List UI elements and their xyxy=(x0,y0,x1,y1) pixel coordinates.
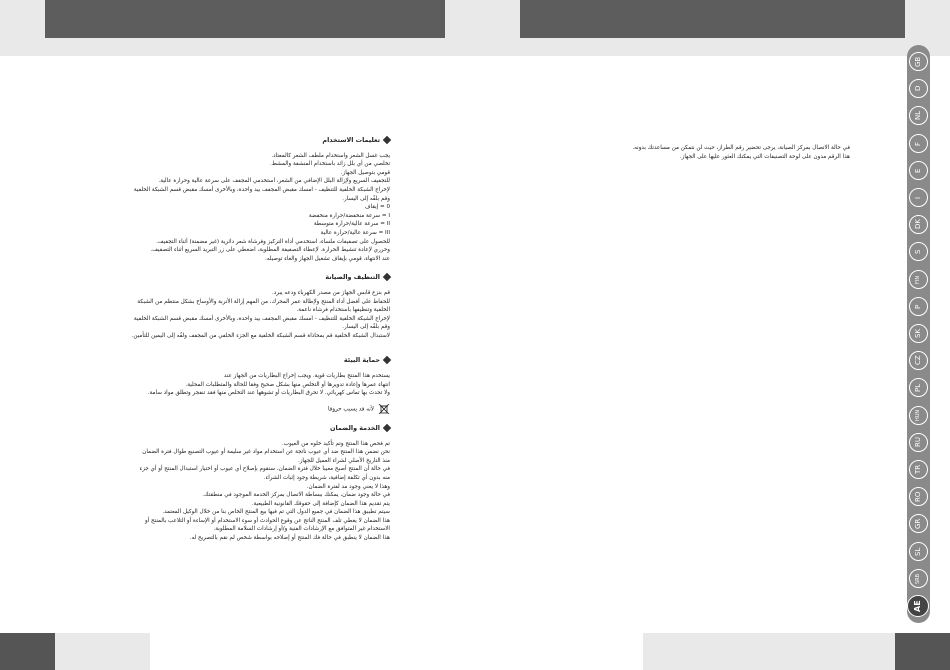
text-line: II = سرعة عالية/حرارة متوسطة xyxy=(313,221,390,228)
text-line: III = سرعة عالية/حرارة عالية xyxy=(320,229,390,236)
text-line: في حالة الاتصال بمركز الصيانة، يرجى تحضير رقم الطراز، حيث لن نتمكن من مساعدتك بدونه. xyxy=(632,145,850,151)
text-line: يتم تقديم هذا الضمان كإضافة إلى حقوقك القانونية الطبيعية. xyxy=(251,500,390,507)
footer-block-left-light xyxy=(55,633,150,670)
language-tab-f[interactable]: F xyxy=(909,134,928,153)
bullet-diamond-icon xyxy=(383,273,391,281)
text-line: يستخدم هذا المنتج بطاريات قوية. ويجب إخراج البطاريات من الجهاز عند xyxy=(223,373,390,380)
text-line: انتهاء عمرها وإعادة تدويرها أو التخلص منها بشكل صحيح وفقا للحالة والمتطلبات المحلية. xyxy=(185,381,390,388)
language-tab-cz[interactable]: CZ xyxy=(909,351,928,370)
language-tab-ae[interactable]: AE xyxy=(907,595,929,617)
text-line: في حالة أن المنتج أصبح معيبا خلال فترة الضمان، سنقوم بإصلاح أي عيوب أو اختيار استبدال المنتج أو أي جزء xyxy=(139,466,390,473)
left-header-bar xyxy=(45,0,445,38)
text-line: وقم بلفّه إلى اليسار. xyxy=(342,324,390,331)
language-tab-sk[interactable]: SK xyxy=(909,324,928,343)
section-usage xyxy=(95,136,390,263)
text-line: قم بنزع قابس الجهاز من مصدر الكهرباء ودعه يبرد. xyxy=(272,289,390,296)
text-line: قومي بتوصيل الجهاز. xyxy=(340,169,390,176)
text-line: 0 = إيقاف xyxy=(364,204,390,211)
language-tab-fin[interactable]: FIN xyxy=(909,270,928,289)
language-tab-s[interactable]: S xyxy=(909,242,928,261)
language-tab-ru[interactable]: RU xyxy=(909,433,928,452)
footer-block-right-dark xyxy=(895,633,950,670)
language-tab-p[interactable]: P xyxy=(909,297,928,316)
section-heading: التنظيف والصيانة xyxy=(95,273,390,282)
text-line: للتجفيف السريع ولإزالة البلل الإضافي من الشعر، استخدمي المجفف على سرعة عالية وحرارة عالية. xyxy=(158,178,390,185)
text-line: هذا الرقم مدون على لوحة التصنيفات التي يمكنك العثور عليها على الجهاز. xyxy=(679,153,850,160)
language-tab-pl[interactable]: PL xyxy=(909,378,928,397)
language-tab-i[interactable]: I xyxy=(909,188,928,207)
section-heading: حماية البيئة xyxy=(95,356,390,365)
text-line: في حالة وجود ضمان، يمكنك ببساطة الاتصال بمركز الخدمة الموجود في منطقتك. xyxy=(202,492,390,499)
text-line: للحفاظ على أفضل أداء المنتج ولإطالة عمر المحرك، من المهم إزالة الأتربة والأوساخ بشكل منتظم من الشبكة xyxy=(137,298,390,305)
text-line: يجب غسل الشعر واستخدام ملطف الشعر كالمعتاد. xyxy=(271,152,390,159)
footer-block-left-dark xyxy=(0,633,55,670)
text-line: الخلفية وتنظيفها باستخدام فرشاة ناعمة. xyxy=(296,307,390,314)
text-line: وحرري لإعادة تنشيط الحرارة. لإعطاء التصفيفة المطلوبة، اضغطي على زر التبريد السريع أثناء التصفيف. xyxy=(150,247,390,254)
language-tab-gr[interactable]: GR xyxy=(909,514,928,533)
text-line: عند الانتهاء، قومي بإيقاف تشغيل الجهاز والغاء توصيله. xyxy=(264,255,390,262)
language-tab-sl[interactable]: SL xyxy=(909,542,928,561)
text-line: لاستبدال الشبكة الخلفية قم بمحاذاة قسم الشبكة الخلفية مع الجزء الخلفي من المجفف ولفّه إلى اليمين للتأمين. xyxy=(131,332,390,339)
text-line: تم فحص هذا المنتج وتم تأكيد خلوه من العيوب. xyxy=(281,440,390,447)
language-tab-ro[interactable]: RO xyxy=(909,487,928,506)
language-tab-dk[interactable]: DK xyxy=(909,215,928,234)
text-line: وهذا لا يعني وجود مد لفترة الضمان. xyxy=(306,483,390,490)
section-environment xyxy=(95,356,390,413)
text-line: ولا تحدث بها تماس كهربائي. لا تحرق البطاريات أو تشوهها عند التخلص منها فقد تنفجر وتطلق مواد سامة. xyxy=(147,390,390,397)
section-cleaning xyxy=(95,273,390,340)
left-page-text xyxy=(95,136,390,543)
text-line: نحن نضمن هذا المنتج ضد أي عيوب ناتجة عن استخدام مواد غير سليمة أو عيوب التصنيع طوال فترة الضمان xyxy=(142,449,390,456)
footer-block-right-light xyxy=(643,633,895,670)
text-line: منه بدون أي تكلفة إضافية، شريطة وجود إثبات الشراء. xyxy=(263,474,390,481)
text-line: وقم بلفّه إلى اليسار. xyxy=(342,195,390,202)
text-line: لإخراج الشبكة الخلفية للتنظيف - امسك مقبض المجفف بيد واحدة، وبالأخرى أمسك مقبض قسم الشبكة الخلفية xyxy=(133,186,390,193)
language-tab-srb[interactable]: SRB xyxy=(909,569,928,588)
section-heading: تعليمات الاستخدام xyxy=(95,136,390,145)
text-line: للحصول على تصفيفات ملساء، استخدمي أداة التركيز وفرشاة شعر دائرية (غير مضمنة) أثناء التجفيف. xyxy=(156,238,390,245)
weee-line: لأنه قد يسبب حروقا xyxy=(95,404,390,414)
right-header-bar xyxy=(520,0,905,38)
text-line: لإخراج الشبكة الخلفية للتنظيف - امسك مقبض المجفف بيد واحدة، وبالأخرى أمسك مقبض قسم الشبكة الخلفية xyxy=(133,315,390,322)
language-tab-e[interactable]: E xyxy=(909,161,928,180)
text-line: الاستخدام غير المتوافق مع الإرشادات الفنية و/أو إرشادات السلامة المطلوبة. xyxy=(213,526,390,533)
text-line: منذ التاريخ الأصلي لشراء العميل للجهاز. xyxy=(297,457,390,464)
text-line: I = سرعة منخفضة/حرارة منخفضة xyxy=(308,212,390,219)
section-heading: الخدمة والضمان xyxy=(95,424,390,433)
language-tab-nl[interactable]: NL xyxy=(909,106,928,125)
bullet-diamond-icon xyxy=(383,424,391,432)
language-tab-tr[interactable]: TR xyxy=(909,460,928,479)
language-tab-d[interactable]: D xyxy=(909,79,928,98)
text-line: هذا الضمان لا ينطبق في حالة فك المنتج أو إصلاحه بواسطة شخص لم نقم بالتصريح له. xyxy=(189,535,390,542)
language-tab-gb[interactable]: GB xyxy=(909,52,928,71)
right-page-text xyxy=(590,144,850,161)
text-line: تخلصي من أي بلل زائد باستخدام المنشفة والمشط. xyxy=(269,161,390,168)
language-tab-hun[interactable]: HUN xyxy=(909,406,928,425)
bullet-diamond-icon xyxy=(383,356,391,364)
section-warranty xyxy=(95,424,390,543)
bullet-diamond-icon xyxy=(383,136,391,144)
text-line: هذا الضمان لا يغطي تلف المنتج الناتج عن وقوع الحوادث أو سوء الاستخدام أو الإساءة أو التلاعب بالمنتج أو xyxy=(145,517,390,524)
text-line: سيتم تطبيق هذا الضمان في جميع الدول التي تم فيها بيع المنتج الخاص بنا من خلال الوكيل المعتمد. xyxy=(162,509,390,516)
crossed-bin-icon xyxy=(378,404,390,414)
